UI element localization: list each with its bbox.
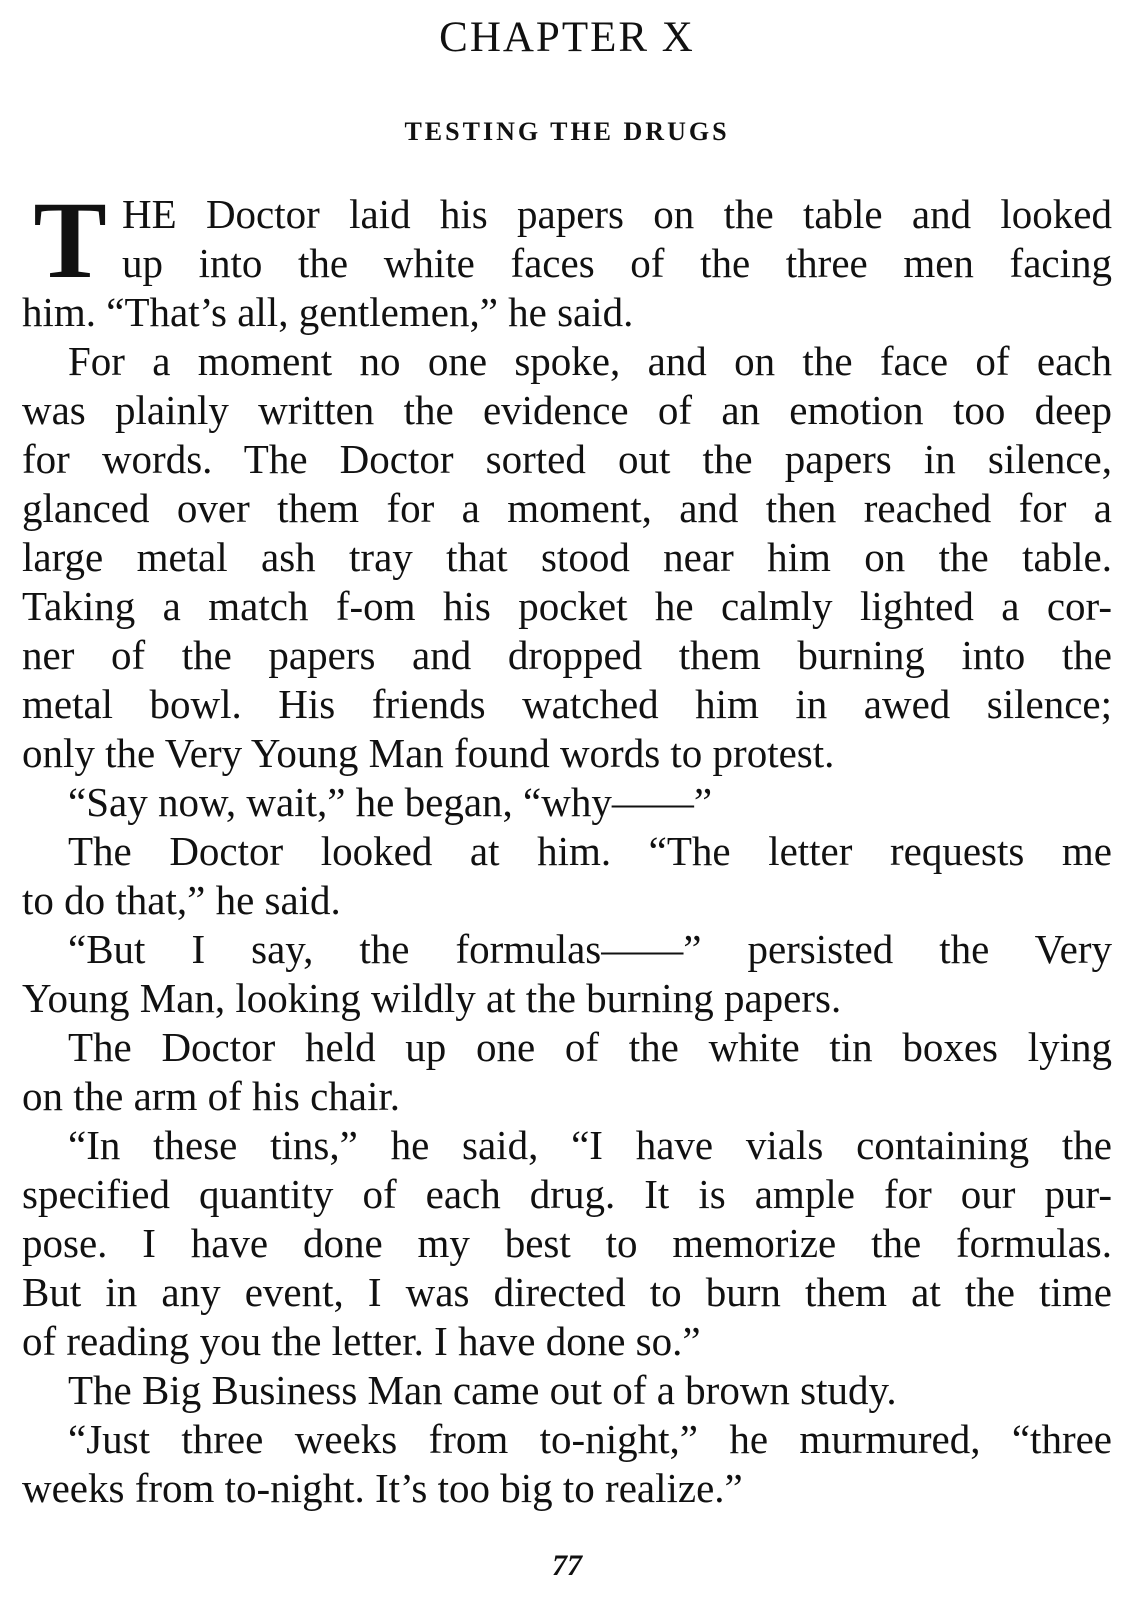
text-line: of reading you the letter. I have done so.” [22, 1318, 701, 1364]
text-line: Young Man, looking wildly at the burning papers. [22, 975, 842, 1021]
text-line: for words. The Doctor sorted out the papers in silence, [22, 436, 1112, 482]
drop-cap-letter: T [33, 179, 107, 301]
text-line: “Just three weeks from to-night,” he murmured, “three [68, 1416, 1112, 1462]
text-line: to do that,” he said. [22, 877, 341, 923]
text-line: For a moment no one spoke, and on the face of each [68, 338, 1112, 384]
text-line: specified quantity of each drug. It is ample for our pur- [22, 1171, 1112, 1217]
text-line: weeks from to-night. It’s too big to realize.” [22, 1465, 743, 1511]
text-line: The Big Business Man came out of a brown study. [68, 1367, 897, 1413]
text-line: large metal ash tray that stood near him on the table. [22, 534, 1112, 580]
chapter-subtitle: TESTING THE DRUGS [404, 117, 730, 146]
body-text [22, 179, 1112, 1513]
text-line: ner of the papers and dropped them burning into the [22, 632, 1112, 678]
text-line: “Say now, wait,” he began, “why——” [68, 779, 713, 825]
page-number: 77 [552, 1549, 582, 1582]
text-line: The Doctor looked at him. “The letter requests me [68, 828, 1112, 874]
text-line: metal bowl. His friends watched him in awed silence; [22, 681, 1112, 727]
text-line: glanced over them for a moment, and then reached for a [22, 485, 1112, 531]
book-page [22, 0, 1112, 1615]
chapter-title: CHAPTER X [439, 14, 695, 61]
text-line: only the Very Young Man found words to protest. [22, 730, 835, 776]
text-line: up into the white faces of the three men facing [122, 240, 1112, 286]
text-line: The Doctor held up one of the white tin boxes lying [68, 1024, 1112, 1070]
text-line: Taking a match f-om his pocket he calmly lighted a cor- [22, 583, 1112, 629]
text-line: HE Doctor laid his papers on the table and looked [122, 191, 1112, 237]
text-line: on the arm of his chair. [22, 1073, 401, 1119]
text-line: pose. I have done my best to memorize the formulas. [22, 1220, 1112, 1266]
text-line: “But I say, the formulas——” persisted the Very [68, 926, 1112, 972]
text-line: But in any event, I was directed to burn them at the time [22, 1269, 1112, 1315]
text-line: “In these tins,” he said, “I have vials containing the [68, 1122, 1112, 1168]
text-line: was plainly written the evidence of an emotion too deep [22, 387, 1112, 433]
text-line: him. “That’s all, gentlemen,” he said. [22, 289, 634, 335]
